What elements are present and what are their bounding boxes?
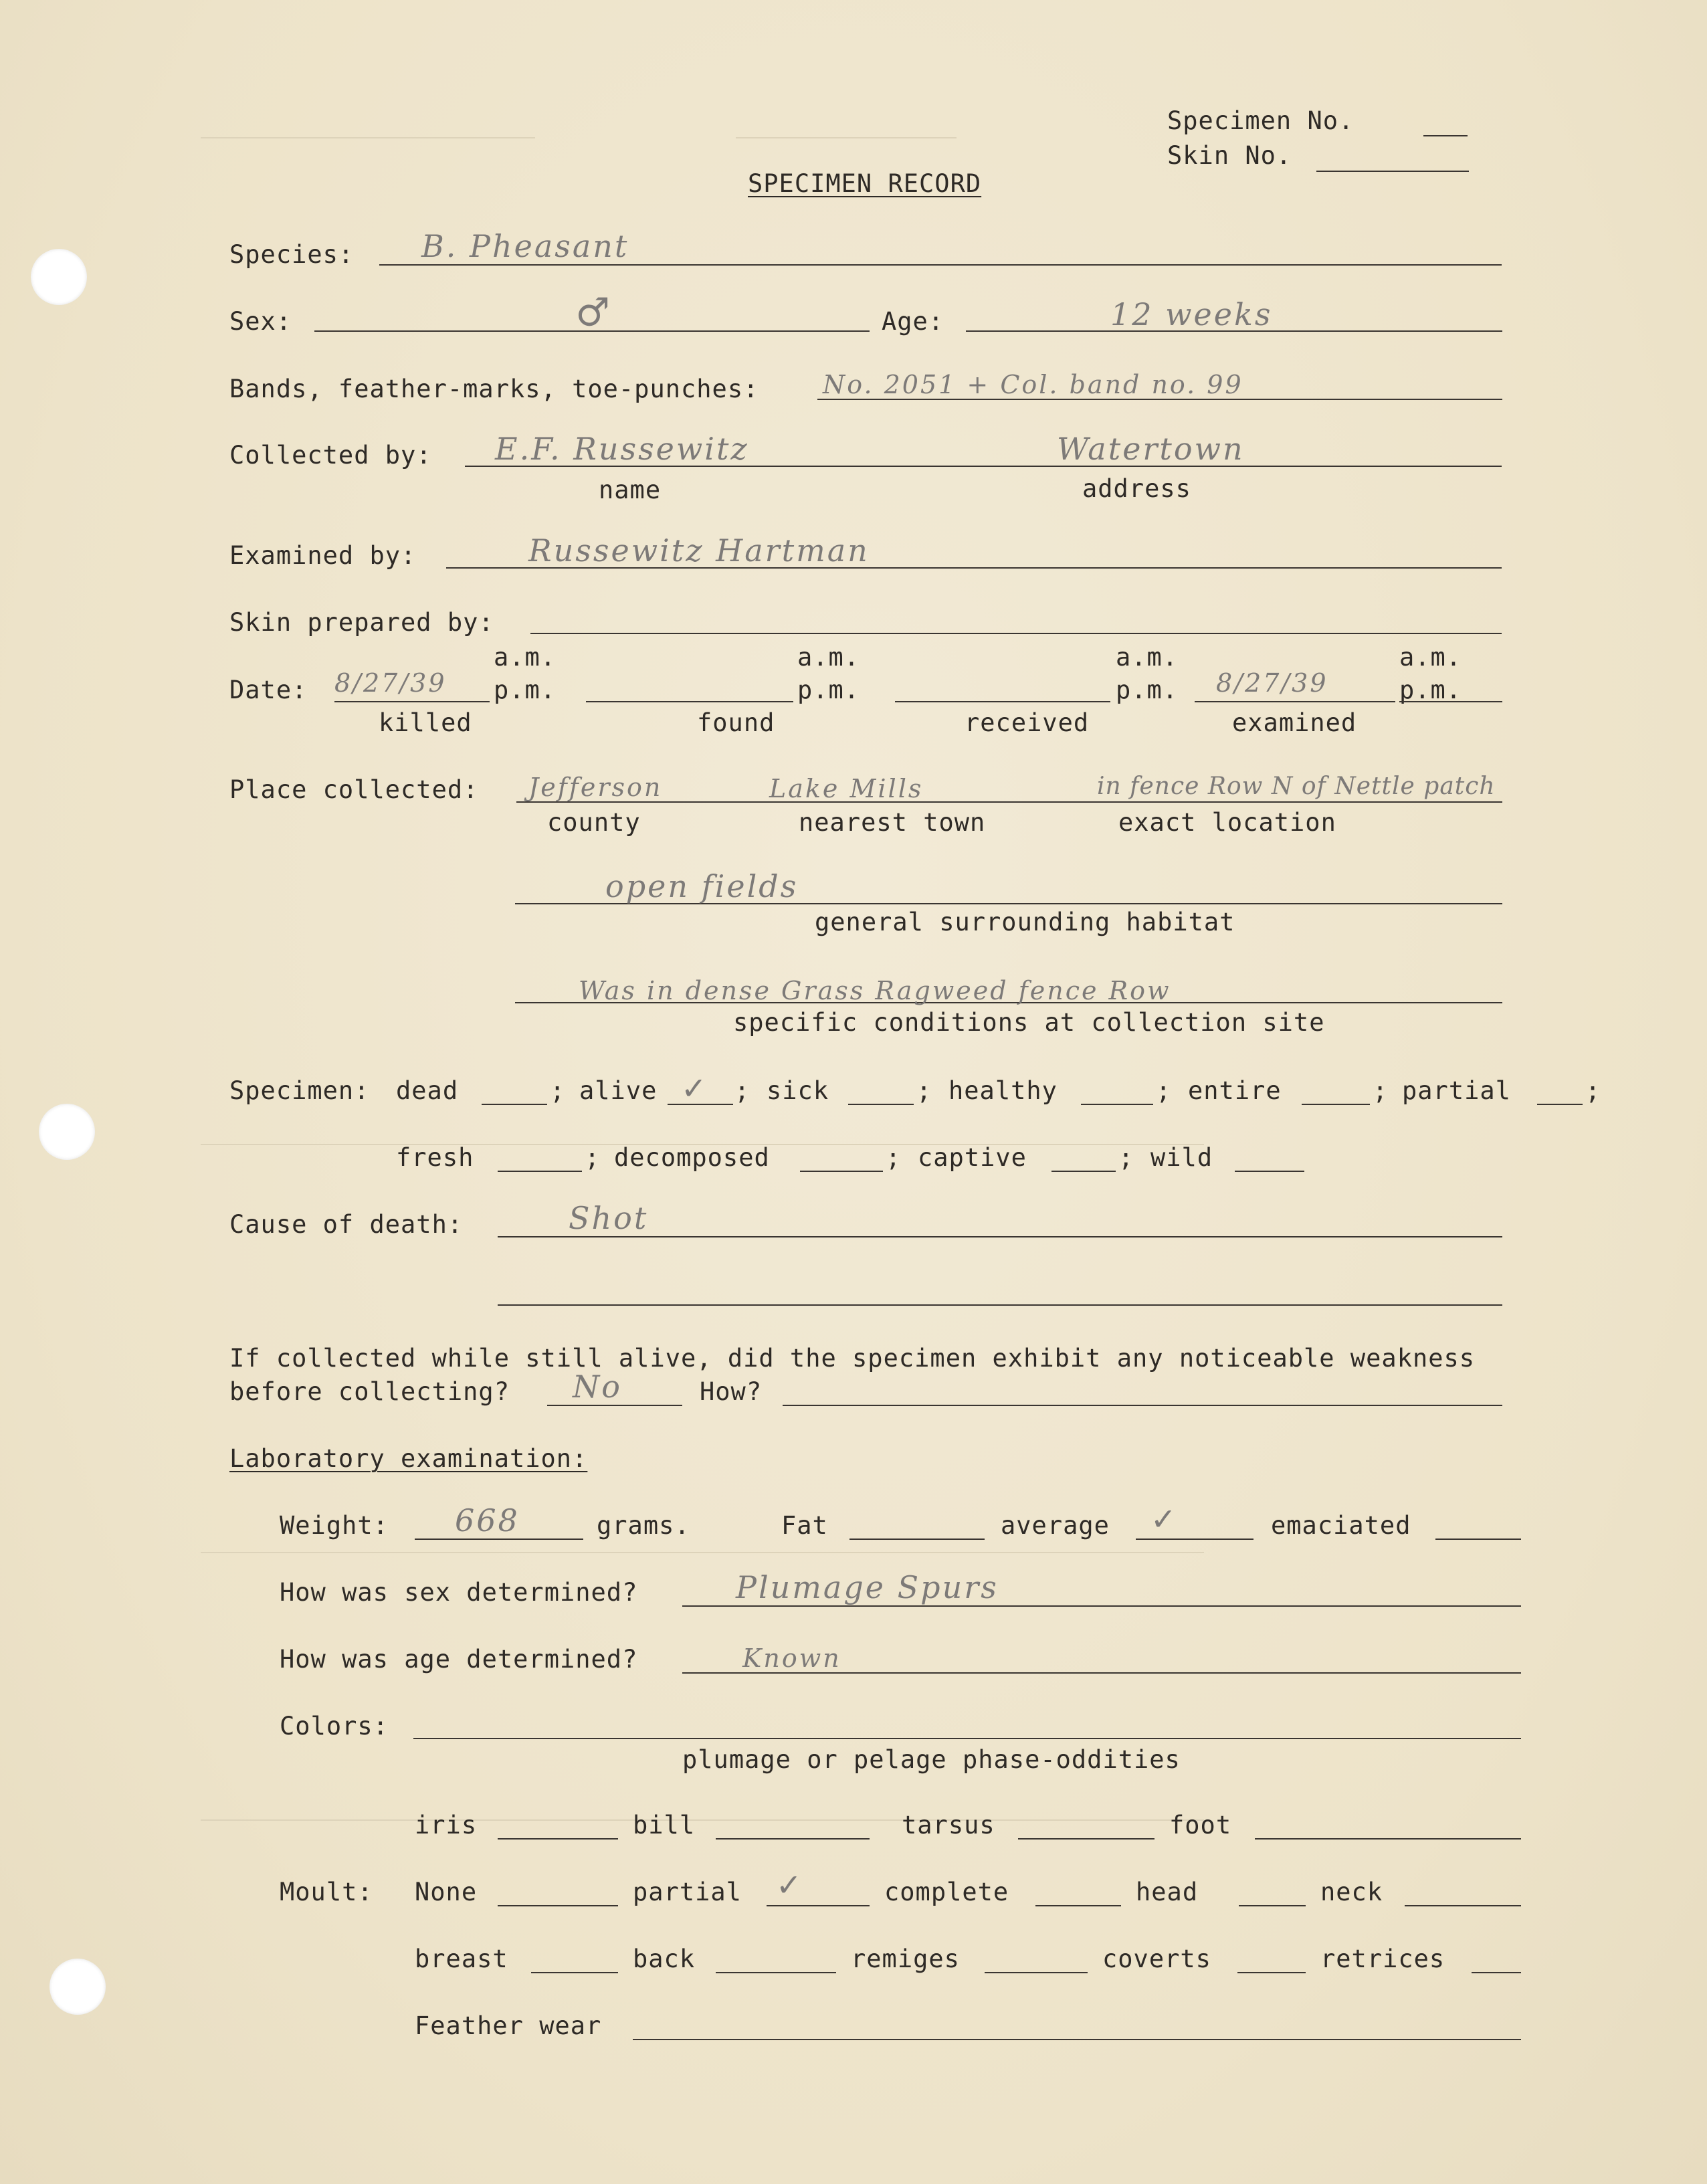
- skin-prepared-label: Skin prepared by:: [229, 608, 494, 637]
- moult-retrices-label: retrices: [1320, 1945, 1445, 1973]
- skin-no-label: Skin No.: [1167, 141, 1292, 170]
- moult-coverts-label: coverts: [1102, 1945, 1211, 1973]
- sex-determined-value: Plumage Spurs: [736, 1569, 999, 1605]
- date-found-field[interactable]: [586, 701, 793, 702]
- date-examined-caption: examined: [1232, 708, 1357, 737]
- place-town-value: Lake Mills: [769, 774, 924, 803]
- tarsus-field[interactable]: [1018, 1838, 1154, 1840]
- conditions-value: Was in dense Grass Ragweed fence Row: [579, 976, 1171, 1005]
- weakness-how-field[interactable]: [783, 1405, 1502, 1406]
- date-received-field[interactable]: [895, 701, 1110, 702]
- place-field[interactable]: [516, 801, 1502, 803]
- date-found-caption: found: [697, 708, 775, 737]
- age-determined-value: Known: [742, 1644, 841, 1673]
- date-am-4: a.m.: [1399, 643, 1462, 672]
- weakness-question-line2: before collecting?: [229, 1377, 510, 1406]
- separator: ;: [886, 1143, 902, 1172]
- moult-none-label: None: [415, 1878, 478, 1906]
- age-determined-question: How was age determined?: [280, 1645, 638, 1674]
- date-examined-value: 8/27/39: [1216, 668, 1328, 698]
- specimen-alive-label: alive: [579, 1076, 658, 1105]
- colors-label: Colors:: [280, 1712, 389, 1741]
- specimen-no-field[interactable]: [1423, 135, 1468, 136]
- separator: ;: [1585, 1076, 1601, 1105]
- collected-by-label: Collected by:: [229, 441, 432, 470]
- specimen-fresh-field[interactable]: [498, 1171, 582, 1172]
- bleed-line: [201, 137, 535, 138]
- weight-field[interactable]: [415, 1538, 583, 1540]
- weight-label: Weight:: [280, 1511, 389, 1540]
- separator: ;: [916, 1076, 932, 1105]
- iris-field[interactable]: [498, 1838, 618, 1840]
- specimen-captive-field[interactable]: [1051, 1171, 1116, 1172]
- habitat-value: open fields: [605, 868, 799, 904]
- age-label: Age:: [882, 307, 944, 336]
- fat-label: Fat: [781, 1511, 828, 1540]
- grams-label: grams.: [597, 1511, 690, 1540]
- weight-value: 668: [455, 1502, 520, 1538]
- separator: ;: [585, 1143, 601, 1172]
- moult-head-label: head: [1136, 1878, 1199, 1906]
- date-am-2: a.m.: [797, 643, 860, 672]
- place-label: Place collected:: [229, 775, 479, 804]
- moult-back-field[interactable]: [716, 1972, 836, 1973]
- specimen-sick-field[interactable]: [848, 1104, 914, 1105]
- examined-by-value: Russewitz Hartman: [528, 532, 870, 569]
- separator: ;: [1373, 1076, 1389, 1105]
- examined-by-label: Examined by:: [229, 541, 417, 570]
- specimen-sick-label: sick: [767, 1076, 829, 1105]
- specimen-dead-label: dead: [396, 1076, 459, 1105]
- moult-partial-label: partial: [633, 1878, 742, 1906]
- moult-none-field[interactable]: [498, 1905, 618, 1906]
- date-pm-4: p.m.: [1399, 676, 1462, 704]
- specimen-entire-field[interactable]: [1302, 1104, 1370, 1105]
- specimen-decomposed-field[interactable]: [800, 1171, 883, 1172]
- specimen-fresh-label: fresh: [396, 1143, 474, 1172]
- moult-remiges-field[interactable]: [985, 1972, 1088, 1973]
- foot-field[interactable]: [1255, 1838, 1521, 1840]
- moult-breast-label: breast: [415, 1945, 508, 1973]
- date-end-rule: [1399, 701, 1502, 702]
- species-value: B. Pheasant: [421, 228, 629, 264]
- binder-hole-top: [31, 249, 87, 305]
- moult-back-label: back: [633, 1945, 696, 1973]
- separator: ;: [550, 1076, 566, 1105]
- moult-remiges-label: remiges: [851, 1945, 960, 1973]
- moult-retrices-field[interactable]: [1472, 1972, 1521, 1973]
- bands-label: Bands, feather-marks, toe-punches:: [229, 375, 759, 403]
- binder-hole-bottom: [49, 1959, 106, 2015]
- average-field[interactable]: [1136, 1538, 1253, 1540]
- moult-neck-field[interactable]: [1405, 1905, 1521, 1906]
- moult-head-field[interactable]: [1239, 1905, 1306, 1906]
- separator: ;: [1118, 1143, 1134, 1172]
- specimen-captive-label: captive: [918, 1143, 1027, 1172]
- specimen-label: Specimen:: [229, 1076, 370, 1105]
- date-killed-value: 8/27/39: [334, 668, 447, 698]
- collector-address-value: Watertown: [1057, 431, 1245, 467]
- date-received-caption: received: [965, 708, 1090, 737]
- weakness-answer-field[interactable]: [547, 1405, 682, 1406]
- specimen-wild-field[interactable]: [1235, 1171, 1304, 1172]
- moult-label: Moult:: [280, 1878, 373, 1906]
- moult-partial-check: ✓: [776, 1867, 804, 1903]
- weakness-how-label: How?: [700, 1377, 763, 1406]
- moult-complete-field[interactable]: [1035, 1905, 1121, 1906]
- separator: ;: [1156, 1076, 1172, 1105]
- page-title: SPECIMEN RECORD: [748, 169, 982, 198]
- feather-wear-field[interactable]: [633, 2039, 1521, 2040]
- date-pm-3: p.m.: [1116, 676, 1179, 704]
- moult-complete-label: complete: [884, 1878, 1009, 1906]
- moult-neck-label: neck: [1320, 1878, 1383, 1906]
- bleed-line: [201, 1819, 1204, 1821]
- bill-field[interactable]: [716, 1838, 870, 1840]
- separator: ;: [734, 1076, 750, 1105]
- cause-of-death-value: Shot: [569, 1200, 649, 1236]
- specimen-wild-label: wild: [1150, 1143, 1213, 1172]
- moult-breast-field[interactable]: [531, 1972, 618, 1973]
- colors-field[interactable]: [413, 1738, 1521, 1739]
- iris-label: iris: [415, 1811, 478, 1840]
- moult-partial-field[interactable]: [767, 1905, 870, 1906]
- specimen-decomposed-label: decomposed: [614, 1143, 770, 1172]
- specimen-healthy-field[interactable]: [1081, 1104, 1153, 1105]
- date-examined-field[interactable]: [1195, 701, 1395, 702]
- conditions-caption: specific conditions at collection site: [733, 1008, 1325, 1037]
- tarsus-label: tarsus: [902, 1811, 995, 1840]
- collector-name-caption: name: [599, 476, 662, 504]
- sex-label: Sex:: [229, 307, 292, 336]
- date-killed-field[interactable]: [334, 701, 490, 702]
- bill-label: bill: [633, 1811, 696, 1840]
- collector-name-value: E.F. Russewitz: [495, 431, 749, 467]
- cause-of-death-label: Cause of death:: [229, 1210, 464, 1239]
- habitat-caption: general surrounding habitat: [815, 908, 1235, 936]
- skin-no-field[interactable]: [1316, 171, 1469, 172]
- date-pm-1: p.m.: [494, 676, 557, 704]
- date-label: Date:: [229, 676, 308, 704]
- place-county-value: Jefferson: [528, 773, 663, 802]
- date-killed-caption: killed: [379, 708, 472, 737]
- lab-heading: Laboratory examination:: [229, 1444, 588, 1473]
- fat-field[interactable]: [849, 1538, 985, 1540]
- foot-label: foot: [1169, 1811, 1232, 1840]
- sex-determined-field[interactable]: [682, 1605, 1521, 1607]
- species-label: Species:: [229, 240, 355, 269]
- specimen-entire-label: entire: [1188, 1076, 1282, 1105]
- specimen-alive-check: ✓: [681, 1070, 709, 1106]
- average-check: ✓: [1150, 1501, 1179, 1537]
- specimen-healthy-label: healthy: [948, 1076, 1058, 1105]
- skin-prepared-field[interactable]: [530, 633, 1502, 634]
- specimen-partial-field[interactable]: [1537, 1104, 1583, 1105]
- weakness-question-line1: If collected while still alive, did the specimen exhibit any noticeable weakness: [229, 1344, 1476, 1373]
- sex-value: ♂: [575, 290, 612, 335]
- place-county-caption: county: [547, 808, 641, 837]
- average-label: average: [1001, 1511, 1110, 1540]
- species-field[interactable]: [379, 264, 1502, 266]
- date-pm-2: p.m.: [797, 676, 860, 704]
- date-am-3: a.m.: [1116, 643, 1179, 672]
- moult-coverts-field[interactable]: [1237, 1972, 1306, 1973]
- sex-determined-question: How was sex determined?: [280, 1578, 638, 1607]
- binder-hole-middle: [39, 1104, 95, 1160]
- specimen-no-label: Specimen No.: [1167, 106, 1354, 135]
- cause-of-death-field[interactable]: [498, 1236, 1502, 1237]
- age-value: 12 weeks: [1110, 296, 1273, 332]
- emaciated-field[interactable]: [1435, 1538, 1521, 1540]
- collector-address-caption: address: [1082, 474, 1191, 503]
- specimen-dead-field[interactable]: [482, 1104, 547, 1105]
- feather-wear-label: Feather wear: [415, 2011, 602, 2040]
- bands-value: No. 2051 + Col. band no. 99: [823, 370, 1243, 399]
- colors-caption: plumage or pelage phase-oddities: [682, 1745, 1181, 1774]
- place-location-value: in fence Row N of Nettle patch: [1097, 773, 1496, 800]
- bleed-line: [736, 137, 957, 138]
- place-town-caption: nearest town: [799, 808, 986, 837]
- specimen-partial-label: partial: [1402, 1076, 1511, 1105]
- place-location-caption: exact location: [1118, 808, 1336, 837]
- weakness-answer-value: No: [573, 1369, 622, 1405]
- cause-of-death-field-2[interactable]: [498, 1304, 1502, 1306]
- date-am-1: a.m.: [494, 643, 557, 672]
- bleed-line: [201, 1552, 1204, 1553]
- emaciated-label: emaciated: [1271, 1511, 1411, 1540]
